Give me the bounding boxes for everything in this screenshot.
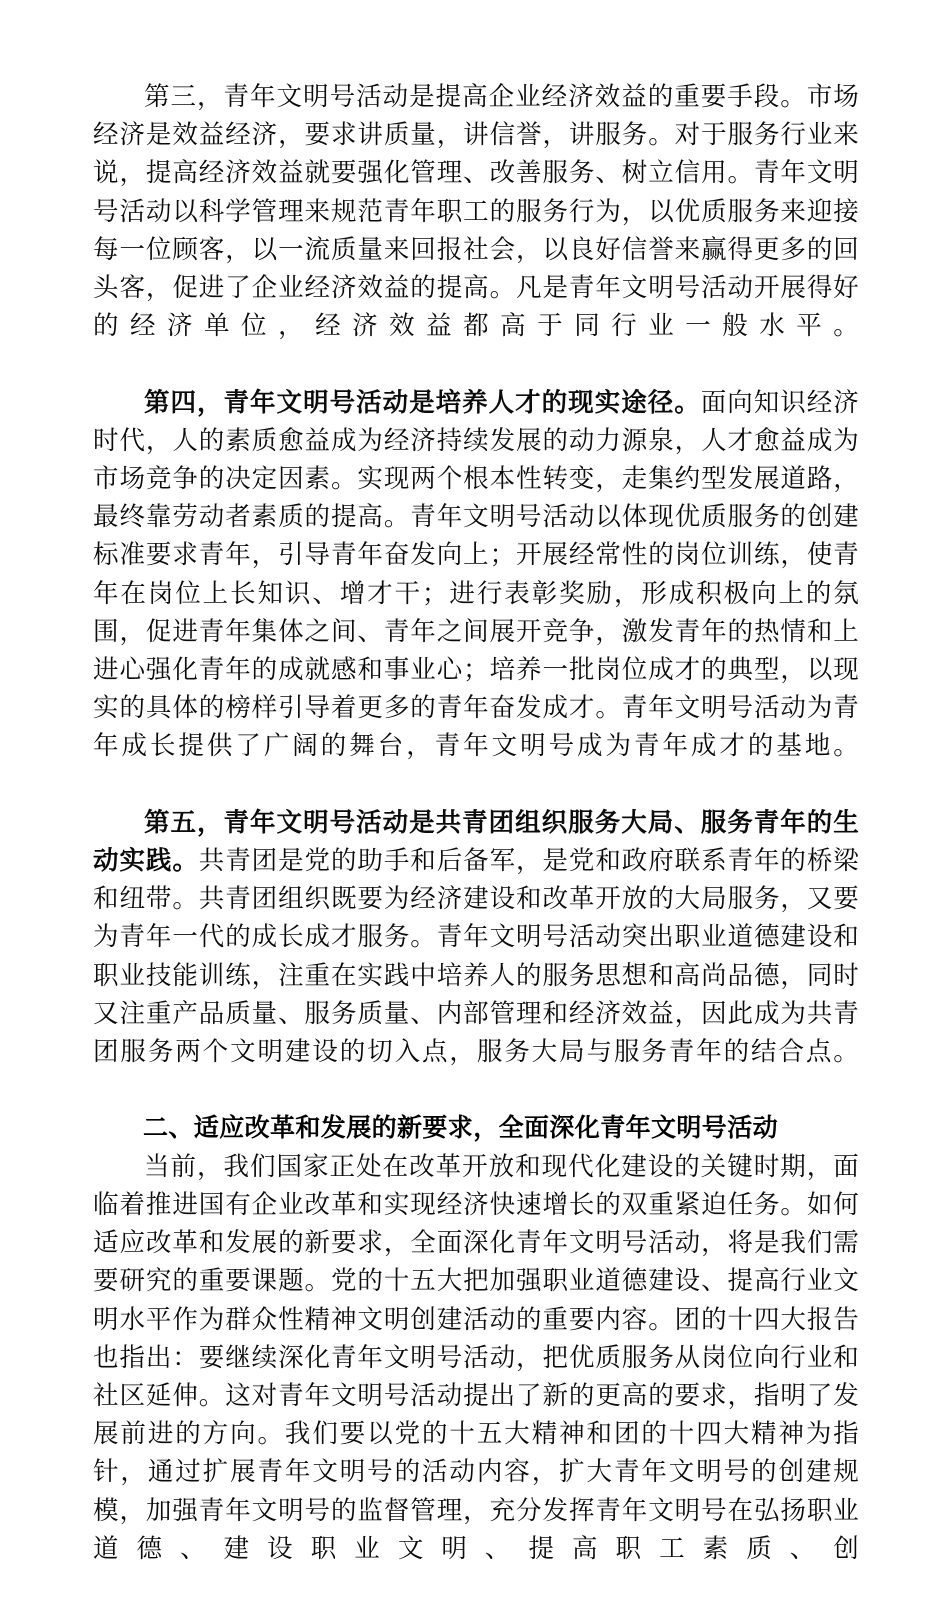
paragraph-text: 面向知识经济时代，人的素质愈益成为经济持续发展的动力源泉，人才愈益成为市场竞争的决定因素。实现两个根本性转变，走集约型发展道路，最终靠劳动者素质的提高。青年文明号活动以体现优质服务的创建标准要求青年，引导青年奋发向上；开展经常性的岗位训练，使青年在岗位上长知识、增才干；进行表彰奖励，形成积极向上的氛围，促进青年集体之间、青年之间展开竞争，激发青年的热情和上进心强化青年的成就感和事业心；培养一批岗位成才的典型，以现实的具体的榜样引导着更多的青年奋发成才。青年文明号活动为青年成长提供了广阔的舞台，青年文明号成为青年成才的基地。 — [93, 387, 860, 761]
section-heading-two — [93, 1109, 859, 1147]
paragraph-di-san — [93, 78, 859, 384]
paragraph-bold-lead: 第五，青年文明号活动是共青团组织服务大局、服务青年的生动实践。 — [93, 807, 859, 876]
paragraph-dang-qian — [93, 1148, 859, 1606]
paragraph-di-wu — [93, 804, 859, 1110]
document-text-column — [93, 78, 859, 1606]
paragraph-bold-lead: 第四，青年文明号活动是培养人才的现实途径。 — [144, 387, 701, 417]
paragraph-di-si — [93, 384, 859, 804]
paragraph-text: 共青团是党的助手和后备军，是党和政府联系青年的桥梁和纽带。共青团组织既要为经济建设和改革开放的大局服务，又要为青年一代的成长成才服务。青年文明号活动突出职业道德建设和职业技能训练，注重在实践中培养人的服务思想和高尚品德，同时又注重产品质量、服务质量、内部管理和经济效益，因此成为共青团服务两个文明建设的切入点，服务大局与服务青年的结合点。 — [93, 846, 859, 1067]
paragraph-text: 当前，我们国家正处在改革开放和现代化建设的关键时期，面临着推进国有企业改革和实现经济快速增长的双重紧迫任务。如何适应改革和发展的新要求，全面深化青年文明号活动，将是我们需要研究的重要课题。党的十五大把加强职业道德建设、提高行业文明水平作为群众性精神文明创建活动的重要内容。团的十四大报告也指出：要继续深化青年文明号活动，把优质服务从岗位向行业和社区延伸。这对青年文明号活动提出了新的更高的要求，指明了发展前进的方向。我们要以党的十五大精神和团的十四大精神为指针，通过扩展青年文明号的活动内容，扩大青年文明号的创建规模，加强青年文明号的监督管理，充分发挥青年文明号在弘扬职业道德、建设职业文明、提高职工素质、创 — [93, 1151, 859, 1563]
paragraph-text: 第三，青年文明号活动是提高企业经济效益的重要手段。市场经济是效益经济，要求讲质量，讲信誉，讲服务。对于服务行业来说，提高经济效益就要强化管理、改善服务、树立信用。青年文明号活动以科学管理来规范青年职工的服务行为，以优质服务来迎接每一位顾客，以一流质量来回报社会，以良好信誉来赢得更多的回头客，促进了企业经济效益的提高。凡是青年文明号活动开展得好的经济单位，经济效益都高于同行业一般水平。 — [93, 82, 859, 341]
section-heading-text: 二、适应改革和发展的新要求，全面深化青年文明号活动 — [143, 1114, 779, 1143]
